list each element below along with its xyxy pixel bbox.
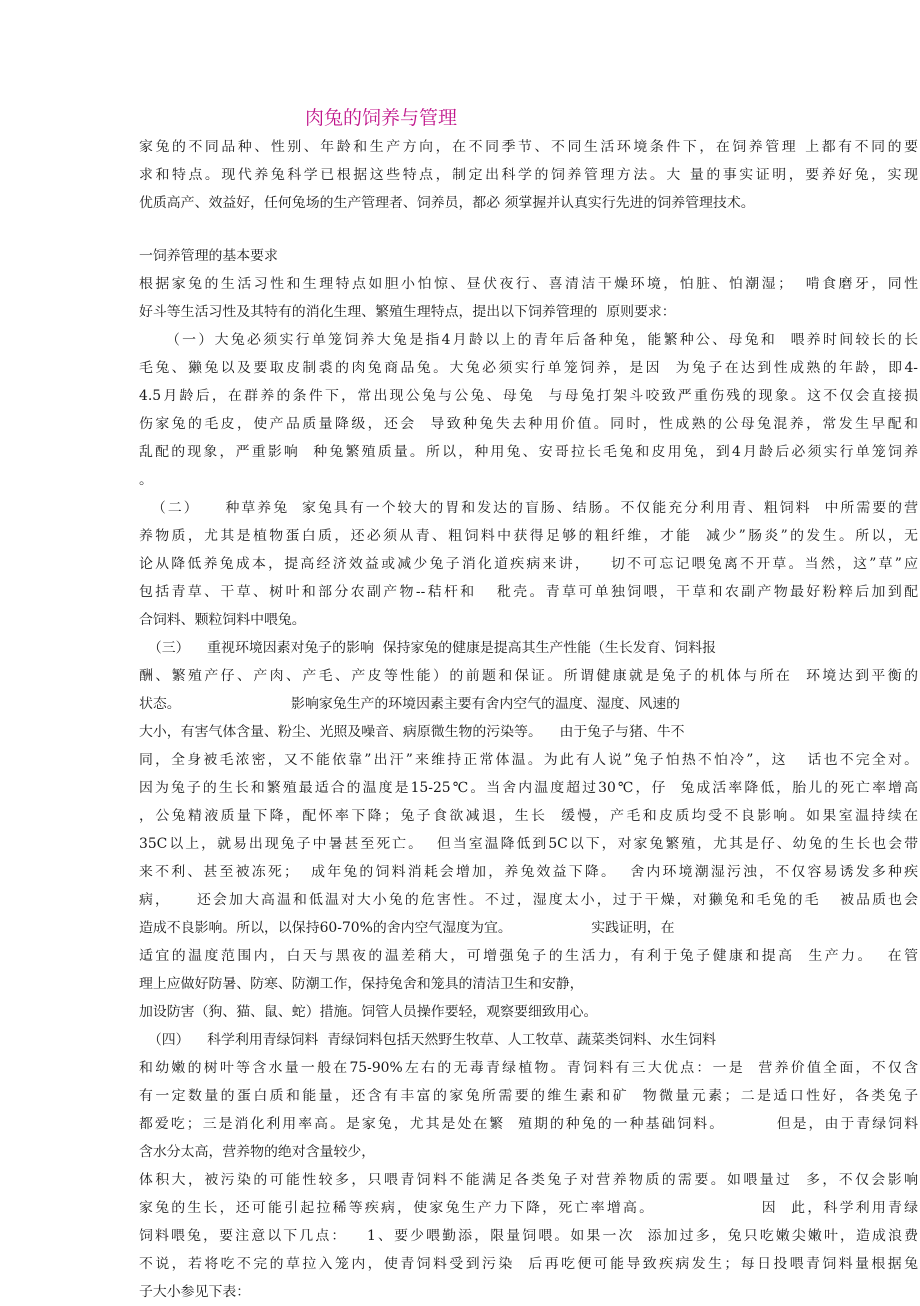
body-text-line: 4.5月龄后，在群养的条件下，常出现公兔与公兔、母兔 与母兔打架斗咬致严重伤残的现象。这不仅会直接损 (139, 388, 918, 404)
body-text-line: 来不利、甚至被冻死； 成年兔的饲料消耗会增加，养兔效益下降。 舍内环境潮湿污浊，不仅容易诱发多种疾 (139, 864, 918, 880)
body-text-line: 家兔的不同品种、性别、年龄和生产方向，在不同季节、不同生活环境条件下，在饲养管理 上都有不同的要 (139, 139, 918, 155)
body-text-line: 。 (139, 472, 153, 488)
body-text-line: ，公兔精液质量下降，配怀率下降；兔子食欲减退，生长 缓慢，产毛和皮质均受不良影响。如果室温持续在 (139, 808, 918, 824)
body-text-line: 包括青草、干草、树叶和部分农副产物--秸杆和 秕壳。青草可单独饲喂，干草和农副产物最好粉粹后加到配 (139, 584, 918, 600)
body-text-line: 饲料喂兔，要注意以下几点： 1、要少喂勤添，限量饲喂。如果一次 添加过多，兔只吃嫩尖嫩叶，造成浪费 (139, 1228, 918, 1244)
body-text-line: 因为兔子的生长和繁殖最适合的温度是15-25℃。当舍内温度超过30℃，仔 兔成活率降低，胎儿的死亡率增高 (139, 780, 918, 796)
body-text-line: 大小，有害气体含量、粉尘、光照及噪音、病原微生物的污染等。 由于兔子与猪、牛不 (139, 724, 685, 740)
body-text-line: 造成不良影响。所以，以保持60-70%的舍内空气湿度为宜。 实践证明，在 (139, 920, 675, 936)
body-text-line: 都爱吃；三是消化利用率高。是家兔，尤其是处在繁 殖期的种兔的一种基础饲料。 但是，由于青绿饲料 (139, 1116, 918, 1132)
body-text-line: 家兔的生长，还可能引起拉稀等疾病，使家兔生产力下降，死亡率增高。 因 此，科学利用青绿 (139, 1200, 918, 1216)
body-text-line: 子大小参见下表： (139, 1284, 251, 1300)
body-text-line: 论从降低养兔成本，提高经济效益或减少兔子消化道疾病来讲， 切不可忘记喂兔离不开草。当然，这”草”应 (139, 556, 918, 572)
body-text-line: 同，全身被毛浓密，又不能依靠”出汗”来维持正常体温。为此有人说”兔子怕热不怕冷”，这 话也不完全对。 (139, 752, 918, 768)
body-text-line: 酬、繁殖产仔、产肉、产毛、产皮等性能）的前题和保证。所谓健康就是兔子的机体与所在 环境达到平衡的 (139, 668, 918, 684)
body-text-line: 养物质，尤其是植物蛋白质，还必须从青、粗饲料中获得足够的粗纤维，才能 减少”肠炎”的发生。所以，无 (139, 528, 918, 544)
body-text-line: 加设防害（狗、猫、鼠、蛇）措施。饲管人员操作要轻，观察要细致用心。 (139, 1004, 598, 1020)
body-text-line: 毛兔、獭兔以及要取皮制裘的肉兔商品兔。大兔必须实行单笼饲养，是因 为兔子在达到性成熟的年龄，即4- (139, 360, 918, 376)
body-text-line: （一）大兔必须实行单笼饲养大兔是指4月龄以上的青年后备种兔，能繁种公、母兔和 喂养时间较长的长 (139, 332, 918, 348)
body-text-line: 好斗等生活习性及其特有的消化生理、繁殖生理特点，提出以下饲养管理的 原则要求： (139, 304, 676, 320)
body-text-line: 有一定数量的蛋白质和能量，还含有丰富的家兔所需要的维生素和矿 物微量元素；二是适口性好，各类兔子 (139, 1088, 918, 1104)
body-text-line: 求和特点。现代养兔科学已根据这些特点，制定出科学的饲养管理方法。大 量的事实证明，要养好兔，实现 (139, 167, 918, 183)
body-text-line: 优质高产、效益好，任何兔场的生产管理者、饲养员，都必 须掌握并认真实行先进的饲养管理技术。 (139, 195, 755, 211)
body-text-line: 一饲养管理的基本要求 (139, 248, 278, 264)
body-text-line: 根据家兔的生活习性和生理特点如胆小怕惊、昼伏夜行、喜清洁干燥环境，怕脏、怕潮湿； 啃食磨牙，同性 (139, 276, 918, 292)
body-text-line: 状态。 影响家兔生产的环境因素主要有舍内空气的温度、湿度、风速的 (139, 696, 680, 712)
body-text-line: 伤家兔的毛皮，使产品质量降级，还会 导致种兔失去种用价值。同时，性成熟的公母兔混养，常发生早配和 (139, 416, 918, 432)
document-title: 肉兔的饲养与管理 (305, 107, 458, 129)
body-text-line: 理上应做好防暑、防寒、防潮工作，保持兔舍和笼具的清洁卫生和安静， (139, 976, 584, 992)
body-text-line: 合饲料、颗粒饲料中喂兔。 (139, 612, 306, 628)
body-text-line: 适宜的温度范围内，白天与黑夜的温差稍大，可增强兔子的生活力，有利于兔子健康和提高 生产力。 在管 (139, 948, 918, 964)
body-text-line: （四） 科学利用青绿饲料 青绿饲料包括天然野生牧草、人工牧草、蔬菜类饲料、水生饲料 (139, 1032, 717, 1048)
body-text-line: 35C以上，就易出现兔子中暑甚至死亡。 但当室温降低到5C以下，对家兔繁殖，尤其是仔、幼兔的生长也会带 (139, 836, 918, 852)
body-text-line: （二） 种草养兔 家兔具有一个较大的胃和发达的盲肠、结肠。不仅能充分利用青、粗饲料 中所需要的营 (139, 500, 918, 516)
body-text-line: 不说，若将吃不完的草拉入笼内，使青饲料受到污染 后再吃便可能导致疾病发生；每日投喂青饲料量根据兔 (139, 1256, 918, 1272)
body-text-line: 体积大，被污染的可能性较多，只喂青饲料不能满足各类兔子对营养物质的需要。如喂量过 多，不仅会影响 (139, 1172, 918, 1188)
body-text-line: （三） 重视环境因素对兔子的影响 保持家兔的健康是提高其生产性能（生长发育、饲料报 (139, 640, 717, 656)
body-text-line: 含水分太高，营养物的绝对含量较少， (139, 1144, 376, 1160)
body-text-line: 乱配的现象，严重影响 种兔繁殖质量。所以，种用兔、安哥拉长毛兔和皮用兔，到4月龄后必须实行单笼饲养 (139, 444, 918, 460)
body-text-line: 和幼嫩的树叶等含水量一般在75-90%左右的无毒青绿植物。青饲料有三大优点：一是 营养价值全面，不仅含 (139, 1060, 918, 1076)
body-text-line: 病， 还会加大高温和低温对大小兔的危害性。不过，湿度太小，过于干燥，对獭兔和毛兔的毛 被品质也会 (139, 892, 918, 908)
